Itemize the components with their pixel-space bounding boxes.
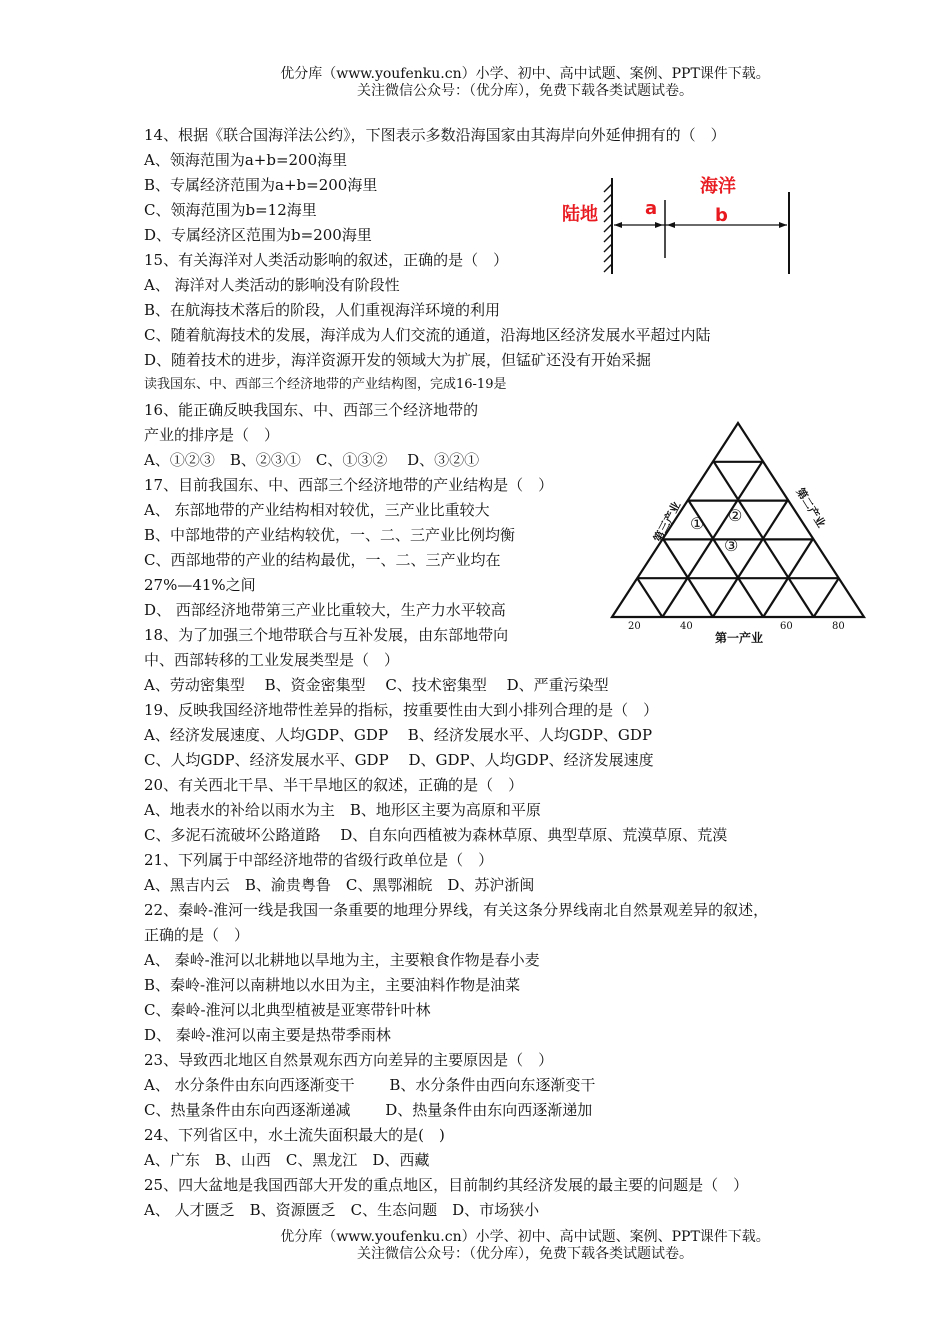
q14-stem: 14、根据《联合国海洋法公约》，下图表示多数沿海国家由其海岸向外延伸拥有的（ ） (144, 126, 726, 144)
q18-stem-cont: 中、西部转移的工业发展类型是（ ） (144, 651, 400, 669)
q23-stem: 23、导致西北地区自然景观东西方向差异的主要原因是（ ） (144, 1051, 554, 1069)
point-1-label: ① (690, 514, 705, 533)
q20-options-ab: A、地表水的补给以雨水为主 B、地形区主要为高原和平原 (144, 801, 541, 819)
q15-option-c: C、随着航海技术的发展，海洋成为人们交流的通道，沿海地区经济发展水平超过内陆 (144, 326, 711, 344)
point-2-label: ② (728, 506, 743, 525)
q16-options: A、①②③ B、②③① C、①③② D、③②① (144, 451, 480, 469)
q14-option-a: A、领海范围为a+b=200海里 (144, 151, 348, 169)
page-header (0, 66, 950, 100)
a-label: a (645, 198, 658, 219)
arrow-b-left (667, 222, 675, 228)
q16-stem-cont: 产业的排序是（ ） (144, 426, 280, 444)
q15-option-b: B、在航海技术落后的阶段，人们重视海洋环境的利用 (144, 301, 501, 319)
q14-option-c: C、领海范围为b=12海里 (144, 201, 317, 219)
axis-label-left: 第三产业 (651, 499, 684, 545)
reading-instruction: 读我国东、中、西部三个经济地带的产业结构图，完成16-19是 (144, 377, 507, 392)
q25-options: A、 人才匮乏 B、资源匮乏 C、生态问题 D、市场狭小 (144, 1201, 540, 1219)
q24-options: A、广东 B、山西 C、黑龙江 D、西藏 (144, 1151, 430, 1169)
q24-stem: 24、下列省区中，水土流失面积最大的是( ) (144, 1126, 445, 1144)
q23-options-cd: C、热量条件由东向西逐渐递减 D、热量条件由东向西逐渐递加 (144, 1101, 593, 1119)
header-line-2: 关注微信公众号：（优分库），免费下载各类试题试卷。 (357, 83, 693, 99)
q17-option-c: C、西部地带的产业的结构最优，一、二、三产业均在 (144, 551, 501, 569)
axis-label-right: 第二产业 (793, 485, 828, 530)
q20-options-cd: C、多泥石流破坏公路道路 D、自东向西植被为森林草原、典型草原、荒漠草原、荒漠 (144, 826, 728, 844)
point-3-label: ③ (724, 536, 739, 555)
page-footer (0, 1229, 950, 1263)
ocean-label: 海洋 (700, 176, 736, 197)
q15-option-d: D、随着技术的进步，海洋资源开发的领域大为扩展，但锰矿还没有开始采掘 (144, 351, 652, 369)
sea-zone-diagram (560, 170, 800, 280)
q22-stem: 22、秦岭-淮河一线是我国一条重要的地理分界线，有关这条分界线南北自然景观差异的叙述， (144, 901, 769, 919)
q15-option-a: A、 海洋对人类活动的影响没有阶段性 (144, 276, 400, 294)
q16-stem: 16、能正确反映我国东、中、西部三个经济地带的 (144, 401, 479, 419)
q17-option-b: B、中部地带的产业结构较优，一、二、三产业比例均衡 (144, 526, 516, 544)
q23-options-ab: A、 水分条件由东向西逐渐变干 B、水分条件由西向东逐渐变干 (144, 1076, 596, 1094)
coastline-hatching (604, 178, 612, 274)
arrow-a-right (655, 222, 663, 228)
q22-stem-cont: 正确的是（ ） (144, 926, 250, 944)
q19-options-ab: A、经济发展速度、人均GDP、GDP B、经济发展水平、人均GDP、GDP (144, 726, 653, 744)
q19-stem: 19、反映我国经济地带性差异的指标，按重要性由大到小排列合理的是（ ） (144, 701, 659, 719)
q20-stem: 20、有关西北干旱、半干旱地区的叙述，正确的是（ ） (144, 776, 524, 794)
footer-line-1: 优分库（www.youfenku.cn）小学、初中、高中试题、案例、PPT课件下载。 (280, 1229, 770, 1245)
tick-label-20: 20 (628, 621, 641, 632)
q21-stem: 21、下列属于中部经济地带的省级行政单位是（ ） (144, 851, 494, 869)
q14-option-d: D、专属经济区范围为b=200海里 (144, 226, 372, 244)
q18-stem: 18、为了加强三个地带联合与互补发展，由东部地带向 (144, 626, 509, 644)
q17-option-a: A、 东部地带的产业结构相对较优，三产业比重较大 (144, 501, 490, 519)
arrow-a-left (614, 222, 622, 228)
q14-option-b: B、专属经济范围为a+b=200海里 (144, 176, 378, 194)
q22-option-c: C、秦岭-淮河以北典型植被是亚寒带针叶林 (144, 1001, 431, 1019)
q15-stem: 15、有关海洋对人类活动影响的叙述，正确的是（ ） (144, 251, 509, 269)
arrow-b-right (779, 222, 787, 228)
axis-label-bottom: 第一产业 (715, 631, 764, 645)
tick-label-60: 60 (780, 621, 793, 632)
industry-triangle-diagram (600, 395, 870, 650)
q18-options: A、劳动密集型 B、资金密集型 C、技术密集型 D、严重污染型 (144, 676, 609, 694)
land-label: 陆地 (562, 204, 598, 225)
q22-option-d: D、 秦岭-淮河以南主要是热带季雨林 (144, 1026, 391, 1044)
b-label: b (715, 205, 728, 226)
footer-line-2: 关注微信公众号：（优分库），免费下载各类试题试卷。 (357, 1246, 693, 1262)
q17-option-c-cont: 27%—41%之间 (144, 576, 256, 594)
q19-options-cd: C、人均GDP、经济发展水平、GDP D、GDP、人均GDP、经济发展速度 (144, 751, 654, 769)
q21-options: A、黑吉内云 B、渝贵粤鲁 C、黑鄂湘皖 D、苏沪浙闽 (144, 876, 535, 894)
q17-option-d: D、 西部经济地带第三产业比重较大，生产力水平较高 (144, 601, 506, 619)
q17-stem: 17、目前我国东、中、西部三个经济地带的产业结构是（ ） (144, 476, 554, 494)
tick-label-40: 40 (680, 621, 693, 632)
q22-option-b: B、秦岭-淮河以南耕地以水田为主，主要油料作物是油菜 (144, 976, 521, 994)
q25-stem: 25、四大盆地是我国西部大开发的重点地区，目前制约其经济发展的最主要的问题是（ ） (144, 1176, 749, 1194)
q22-option-a: A、 秦岭-淮河以北耕地以旱地为主，主要粮食作物是春小麦 (144, 951, 540, 969)
header-line-1: 优分库（www.youfenku.cn）小学、初中、高中试题、案例、PPT课件下载。 (280, 66, 770, 82)
tick-label-80: 80 (832, 621, 845, 632)
